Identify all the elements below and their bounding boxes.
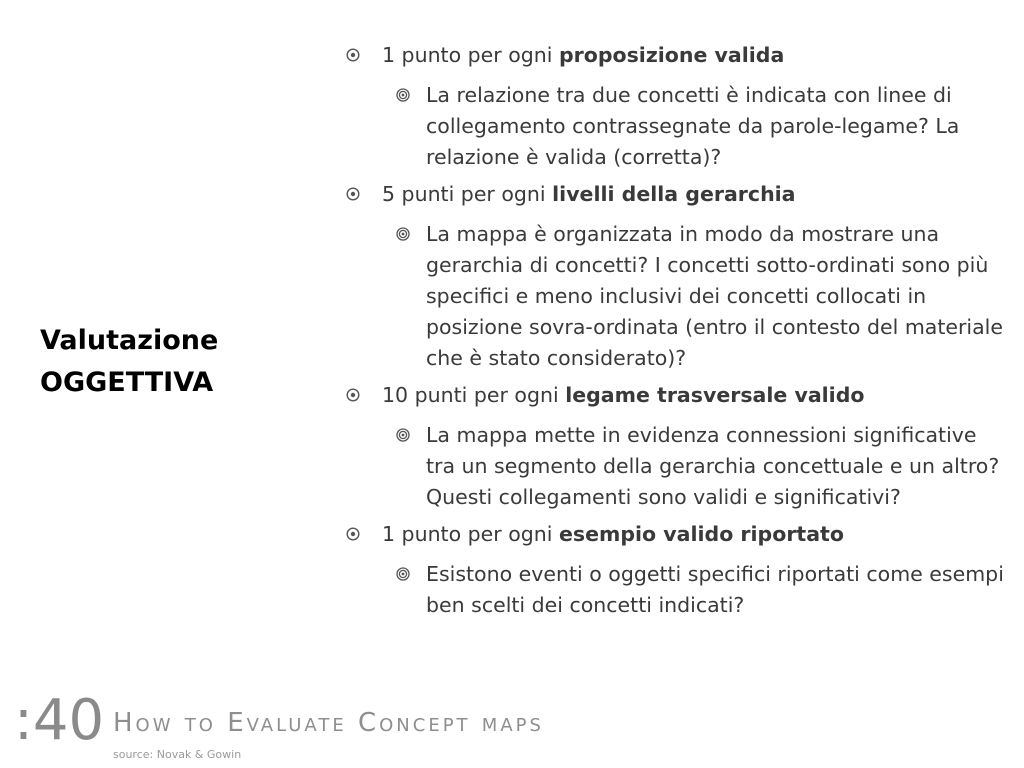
bullet-prefix: 1 punto per ogni — [382, 522, 559, 546]
slide-heading-line2: OGGETTIVA — [40, 367, 214, 398]
sub-bullet-item-2 — [344, 219, 1004, 374]
bullet-list — [344, 40, 1004, 627]
bullet-bold: livelli della gerarchia — [552, 182, 796, 206]
circle-dot-bullet-icon — [346, 187, 360, 201]
circle-dot-bullet-icon — [346, 527, 360, 541]
bullet-prefix: 10 punti per ogni — [382, 383, 566, 407]
bullet-bold: legame trasversale valido — [565, 383, 865, 407]
target-bullet-icon — [396, 428, 410, 442]
sub-bullet-text: Esistono eventi o oggetti specifici riportati come esempi ben scelti dei concetti indicati? — [426, 562, 1004, 617]
target-bullet-icon — [396, 567, 410, 581]
bullet-bold: proposizione valida — [558, 43, 785, 67]
sub-bullet-text: La mappa è organizzata in modo da mostrare una gerarchia di concetti? I concetti sotto-ordinati sono più specifici e meno inclusivi dei concetti collocati in posizione sovra-ordinata (entro il contesto del materiale che è stato considerato)? — [426, 222, 1003, 370]
slide-heading-line1: Valutazione — [40, 325, 219, 356]
sub-bullet-text: La mappa mette in evidenza connessioni significative tra un segmento della gerarchia concettuale e un altro? Questi collegamenti sono validi e significativi? — [426, 423, 1000, 509]
target-bullet-icon — [396, 88, 410, 102]
bullet-item-3 — [344, 380, 1004, 410]
sub-bullet-item-1 — [344, 80, 1004, 173]
circle-dot-bullet-icon — [346, 48, 360, 62]
sub-bullet-item-3 — [344, 420, 1004, 513]
sub-bullet-text: La relazione tra due concetti è indicata con linee di collegamento contrassegnate da parole-legame? La relazione è valida (corretta)? — [426, 83, 960, 169]
bullet-item-4 — [344, 519, 1004, 549]
bullet-item-2 — [344, 179, 1004, 209]
slide-number: :40 — [14, 688, 105, 753]
footer-source: source: Novak & Gowin — [113, 748, 242, 761]
footer-title: How to Evaluate Concept maps — [113, 708, 544, 738]
target-bullet-icon — [396, 227, 410, 241]
bullet-prefix: 5 punti per ogni — [382, 182, 553, 206]
slide-heading — [40, 320, 218, 404]
sub-bullet-item-4 — [344, 559, 1004, 621]
circle-dot-bullet-icon — [346, 388, 360, 402]
bullet-prefix: 1 punto per ogni — [382, 43, 559, 67]
bullet-bold: esempio valido riportato — [558, 522, 844, 546]
bullet-item-1 — [344, 40, 1004, 70]
